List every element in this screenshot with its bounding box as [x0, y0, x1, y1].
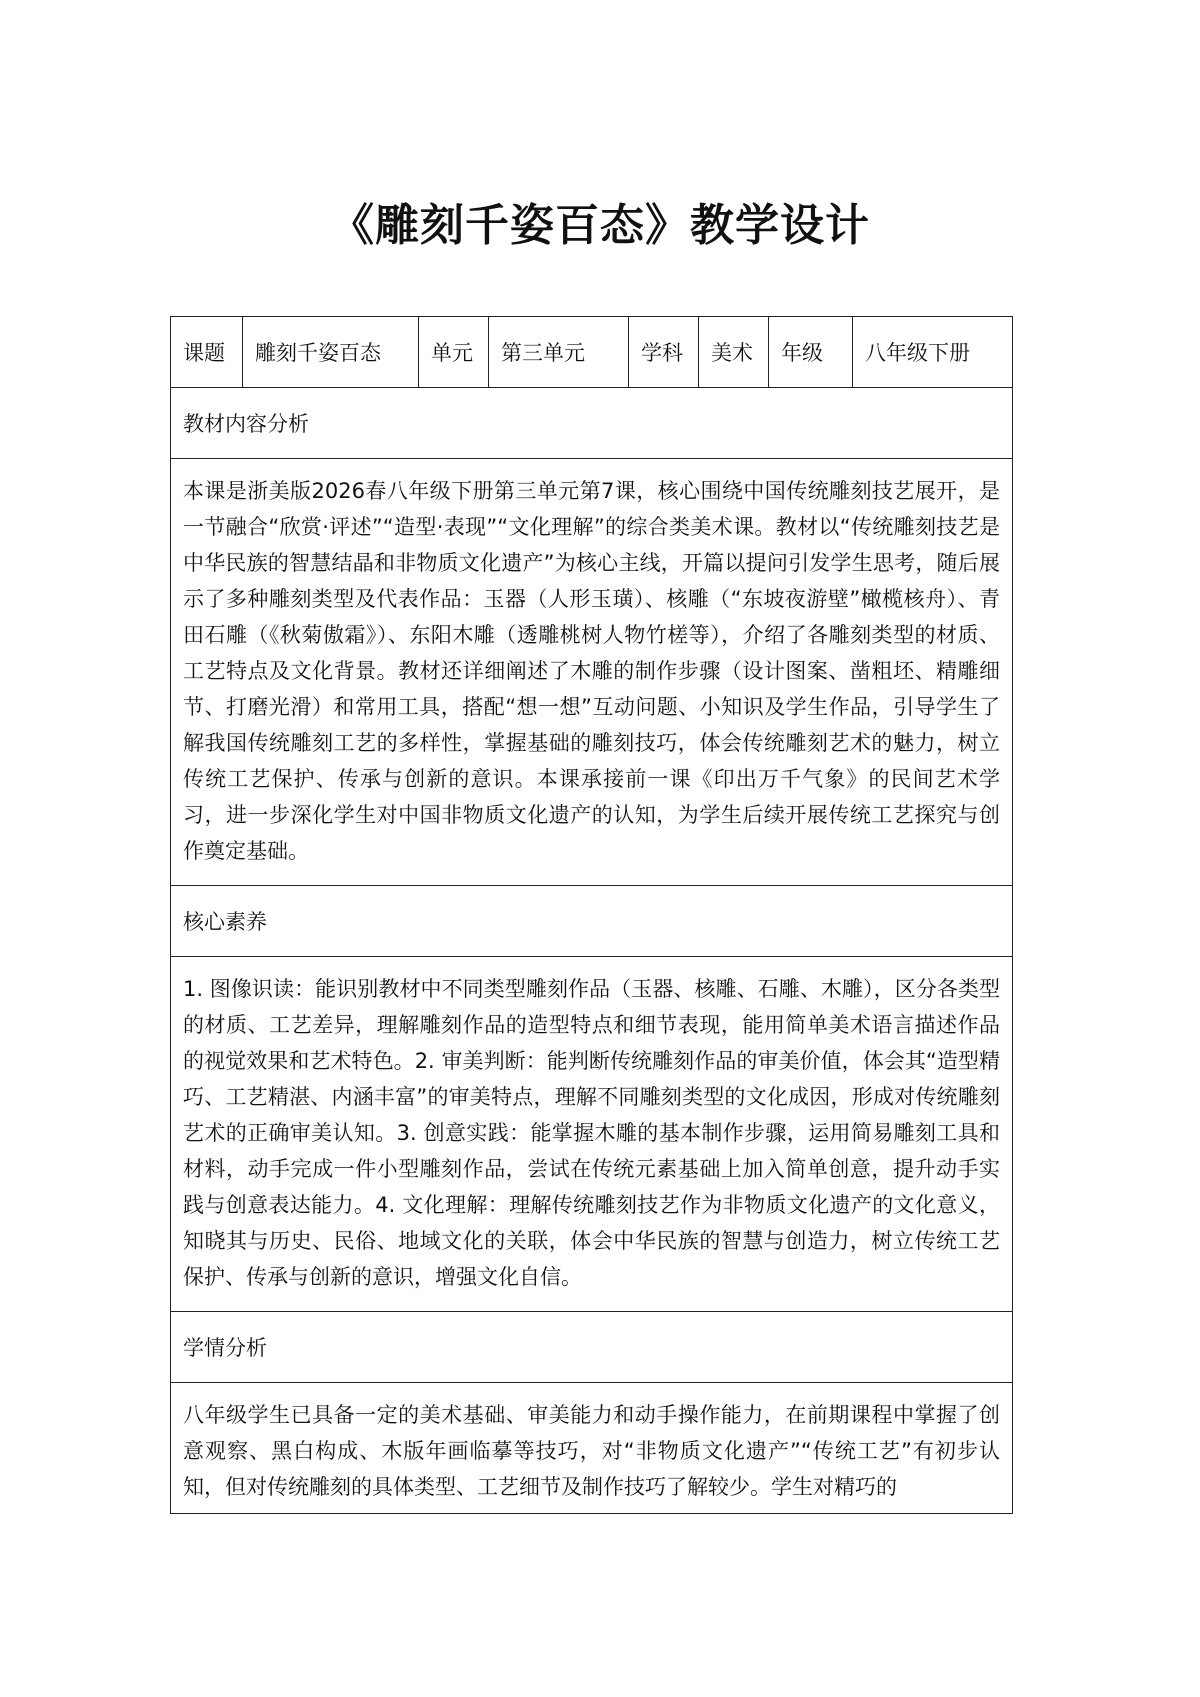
- document-title: 《雕刻千姿百态》教学设计: [330, 200, 870, 251]
- student-analysis-body: 八年级学生已具备一定的美术基础、审美能力和动手操作能力，在前期课程中掌握了创意观察、黑白构成、木版年画临摹等技巧，对“非物质文化遗产”“传统工艺”有初步认知，但对传统雕刻的具体类型、工艺细节及制作技巧了解较少。学生对精巧的: [171, 1383, 1013, 1514]
- textbook-analysis-heading: 教材内容分析: [171, 388, 1013, 459]
- section-heading-row: [171, 388, 1013, 459]
- grade-value: 八年级下册: [853, 317, 1013, 388]
- core-literacy-heading: 核心素养: [171, 886, 1013, 957]
- textbook-analysis-body: 本课是浙美版2026春八年级下册第三单元第7课，核心围绕中国传统雕刻技艺展开，是一节融合“欣赏·评述”“造型·表现”“文化理解”的综合类美术课。教材以“传统雕刻技艺是中华民族的智慧结晶和非物质文化遗产”为核心主线，开篇以提问引发学生思考，随后展示了多种雕刻类型及代表作品：玉器（人形玉璜）、核雕（“东坡夜游壁”橄榄核舟）、青田石雕（《秋菊傲霜》）、东阳木雕（透雕桃树人物竹槎等），介绍了各雕刻类型的材质、工艺特点及文化背景。教材还详细阐述了木雕的制作步骤（设计图案、凿粗坯、精雕细节、打磨光滑）和常用工具，搭配“想一想”互动问题、小知识及学生作品，引导学生了解我国传统雕刻工艺的多样性，掌握基础的雕刻技巧，体会传统雕刻艺术的魅力，树立传统工艺保护、传承与创新的意识。本课承接前一课《印出万千气象》的民间艺术学习，进一步深化学生对中国非物质文化遗产的认知，为学生后续开展传统工艺探究与创作奠定基础。: [171, 459, 1013, 886]
- unit-label: 单元: [419, 317, 489, 388]
- section-heading-row: [171, 1312, 1013, 1383]
- subject-label: 学科: [629, 317, 699, 388]
- section-body-row: [171, 1383, 1013, 1514]
- unit-value: 第三单元: [489, 317, 629, 388]
- topic-value: 雕刻千姿百态: [243, 317, 419, 388]
- section-body-row: [171, 957, 1013, 1312]
- section-heading-row: [171, 886, 1013, 957]
- info-row: [171, 317, 1013, 388]
- section-body-row: [171, 459, 1013, 886]
- lesson-plan-table: [170, 316, 1013, 1514]
- subject-value: 美术: [699, 317, 769, 388]
- grade-label: 年级: [769, 317, 853, 388]
- student-analysis-heading: 学情分析: [171, 1312, 1013, 1383]
- topic-label: 课题: [171, 317, 243, 388]
- core-literacy-body: 1. 图像识读：能识别教材中不同类型雕刻作品（玉器、核雕、石雕、木雕），区分各类型的材质、工艺差异，理解雕刻作品的造型特点和细节表现，能用简单美术语言描述作品的视觉效果和艺术特色。2. 审美判断：能判断传统雕刻作品的审美价值，体会其“造型精巧、工艺精湛、内涵丰富”的审美特点，理解不同雕刻类型的文化成因，形成对传统雕刻艺术的正确审美认知。3. 创意实践：能掌握木雕的基本制作步骤，运用简易雕刻工具和材料，动手完成一件小型雕刻作品，尝试在传统元素基础上加入简单创意，提升动手实践与创意表达能力。4. 文化理解：理解传统雕刻技艺作为非物质文化遗产的文化意义，知晓其与历史、民俗、地域文化的关联，体会中华民族的智慧与创造力，树立传统工艺保护、传承与创新的意识，增强文化自信。: [171, 957, 1013, 1312]
